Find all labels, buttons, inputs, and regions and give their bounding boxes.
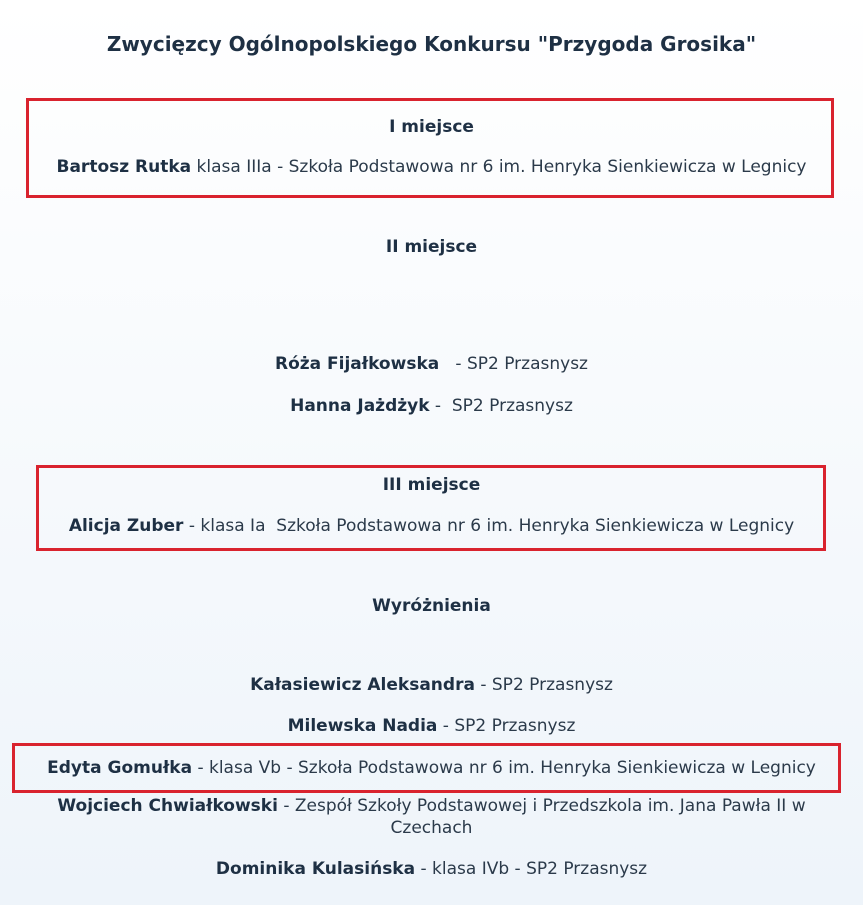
honoree-name: Dominika Kulasińska xyxy=(215,859,416,879)
honoree-name: Milewska Nadia xyxy=(287,716,438,736)
honoree-detail: - Zespół Szkoły Podstawowej i Przedszkola im. Jana Pawła II w Czechach xyxy=(277,796,806,838)
honor-entry xyxy=(0,857,863,881)
winner-detail: klasa IIIa - Szkoła Podstawowa nr 6 im. Henryka Sienkiewicza w Legnicy xyxy=(191,157,807,177)
third-place-heading: III miejsce xyxy=(382,475,481,495)
winner-name: Bartosz Rutka xyxy=(56,157,192,177)
winner-name: Alicja Zuber xyxy=(68,516,184,536)
honoree-name: Wojciech Chwiałkowski xyxy=(57,796,278,816)
honoree-detail: - klasa Vb - Szkoła Podstawowa nr 6 im. Henryka Sienkiewicza w Legnicy xyxy=(192,758,816,778)
honoree-name: Edyta Gomułka xyxy=(47,758,193,778)
second-place-entry xyxy=(0,394,863,418)
winner-detail: - klasa Ia Szkoła Podstawowa nr 6 im. Henryka Sienkiewicza w Legnicy xyxy=(183,516,795,536)
second-place-entry xyxy=(0,352,863,376)
winner-name: Hanna Jażdżyk xyxy=(290,396,430,416)
honor-entry xyxy=(0,714,863,738)
third-place-entry xyxy=(0,514,863,538)
first-place-heading: I miejsce xyxy=(389,117,474,137)
honor-entry xyxy=(0,756,863,780)
winner-detail: - SP2 Przasnysz xyxy=(439,354,588,374)
honoree-detail: - SP2 Przasnysz xyxy=(437,716,576,736)
page-title: Zwycięzcy Ogólnopolskiego Konkursu "Przygoda Grosika" xyxy=(106,32,757,56)
winner-detail: - SP2 Przasnysz xyxy=(429,396,573,416)
honor-entry xyxy=(0,673,863,697)
honor-entry xyxy=(20,795,843,839)
first-place-entry xyxy=(0,155,863,179)
honoree-detail: - klasa IVb - SP2 Przasnysz xyxy=(415,859,648,879)
honoree-detail: - SP2 Przasnysz xyxy=(474,675,613,695)
highlight-box-first-place xyxy=(26,98,834,198)
winner-name: Róża Fijałkowska xyxy=(274,354,440,374)
second-place-heading: II miejsce xyxy=(385,237,478,257)
honors-heading: Wyróżnienia xyxy=(372,596,491,616)
honoree-name: Kałasiewicz Aleksandra xyxy=(250,675,475,695)
